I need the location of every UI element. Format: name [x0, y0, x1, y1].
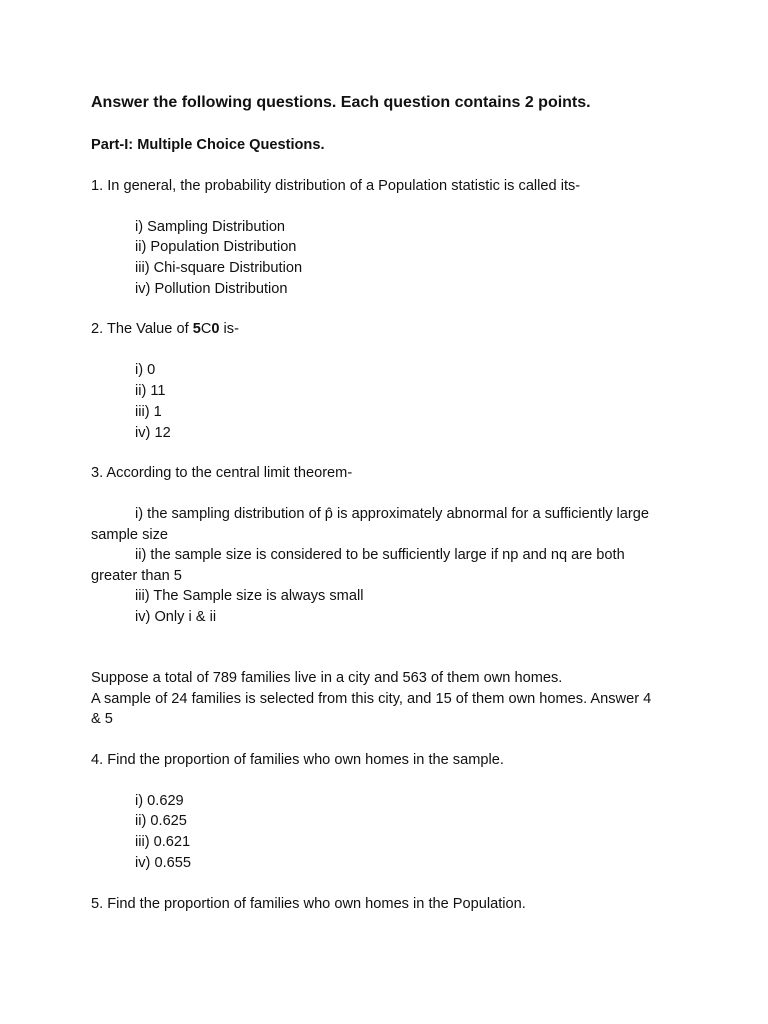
question-3-option-2-line-2: greater than 5	[91, 568, 182, 584]
context-line-1: Suppose a total of 789 families live in a city and 563 of them own homes.	[91, 670, 563, 686]
page-title: Answer the following questions. Each question contains 2 points.	[91, 94, 591, 111]
question-1-option-4: iv) Pollution Distribution	[135, 281, 288, 297]
question-4-option-2: ii) 0.625	[135, 813, 187, 829]
question-3-option-1-line-1: i) the sampling distribution of p̂ is approximately abnormal for a sufficiently large	[135, 506, 650, 522]
question-1-option-2: ii) Population Distribution	[135, 239, 297, 255]
question-2-option-3: iii) 1	[135, 404, 162, 420]
question-3-text: 3. According to the central limit theorem-	[91, 465, 353, 481]
question-4-option-1: i) 0.629	[135, 793, 184, 809]
question-2-text	[91, 320, 239, 338]
question-2-c: C	[200, 321, 212, 337]
question-4-option-4: iv) 0.655	[135, 855, 191, 871]
question-2-option-1: i) 0	[135, 362, 156, 378]
question-5-text: 5. Find the proportion of families who own homes in the Population.	[91, 896, 526, 912]
question-3-option-3: iii) The Sample size is always small	[135, 588, 364, 604]
question-1-text: 1. In general, the probability distribution of a Population statistic is called its-	[91, 178, 581, 194]
question-3-option-1-line-2: sample size	[91, 527, 169, 543]
context-line-2: A sample of 24 families is selected from this city, and 15 of them own homes. Answer 4	[91, 691, 652, 707]
question-2-option-4: iv) 12	[135, 425, 171, 441]
question-1-option-1: i) Sampling Distribution	[135, 219, 286, 235]
section-heading: Part-I: Multiple Choice Questions.	[91, 137, 325, 153]
question-4-option-3: iii) 0.621	[135, 834, 191, 850]
question-2-r: 0	[211, 321, 220, 337]
question-2-prefix: 2. The Value of	[91, 321, 193, 337]
question-1-option-3: iii) Chi-square Distribution	[135, 260, 303, 276]
question-2-option-2: ii) 11	[135, 383, 166, 399]
question-2-n: 5	[192, 321, 201, 337]
question-3-option-2-line-1: ii) the sample size is considered to be sufficiently large if np and nq are both	[135, 547, 625, 563]
context-line-3: & 5	[91, 711, 113, 727]
question-3-option-4: iv) Only i & ii	[135, 609, 217, 625]
question-4-text: 4. Find the proportion of families who own homes in the sample.	[91, 752, 504, 768]
question-2-suffix: is-	[219, 321, 239, 337]
